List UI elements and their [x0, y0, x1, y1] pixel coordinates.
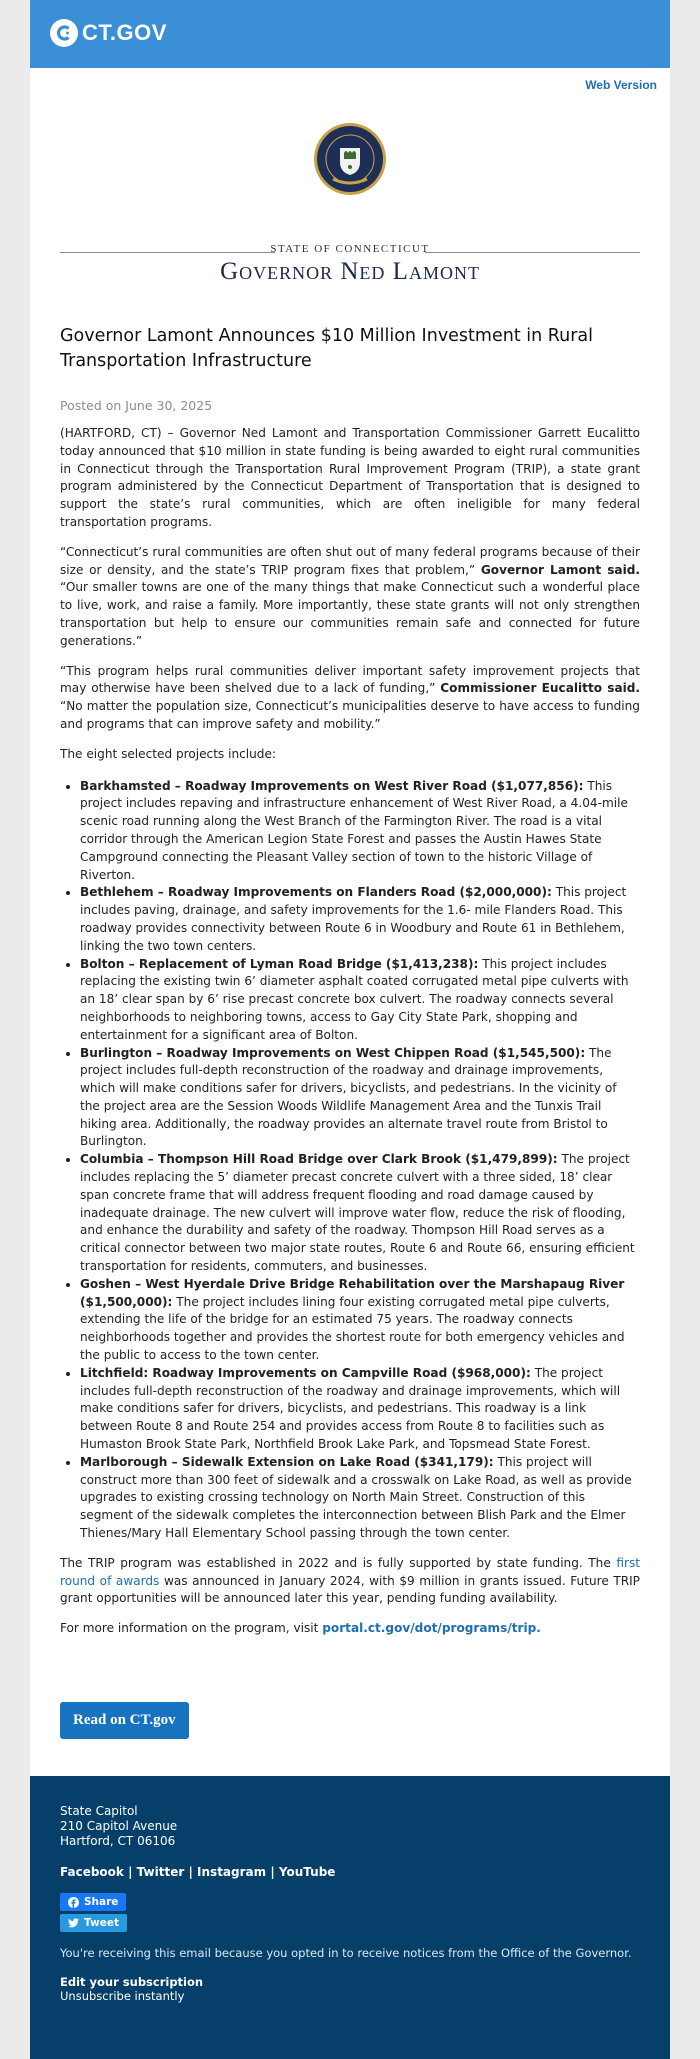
- separator: |: [270, 1865, 275, 1879]
- article-title: Governor Lamont Announces $10 Million Investment in Rural Transportation Infrastructure: [60, 326, 594, 371]
- state-seal-icon: [313, 122, 387, 196]
- project-title: Goshen – West Hyerdale Drive Bridge Rehabilitation over the Marshapaug River ($1,500,000):: [80, 1276, 625, 1309]
- projects-list: [60, 778, 640, 1543]
- project-desc: The project includes full-depth reconstruction of the roadway and drainage improvements, which will make conditions safer for drivers, bicyclists, and pedestrians. This roadway is a link between Route 8 and Route 254 and provides access from Route 8 to facilities such as Humaston Brook State Park, Northfield Brook Lake Park, and Topsmead State Forest.: [80, 1365, 621, 1452]
- ct-logo-icon: [50, 19, 78, 47]
- web-version-row: [30, 68, 670, 110]
- project-desc: The project includes replacing the 5’ diameter precast concrete culvert with a three sided, 18’ clear span concrete frame that will address frequent flooding and road damage caused by inadequate drainage. The new culvert will improve water flow, reduce the risk of flooding, and enhance the durability and safety of the roadway. Thompson Hill Road serves as a critical connector between two major state routes, Route 6 and Route 66, ensuring efficient transportation for residents, commuters, and businesses.: [80, 1152, 635, 1274]
- paragraph-intro: (HARTFORD, CT) – Governor Ned Lamont and Transportation Commissioner Garrett Eucalitto today announced that $10 million in state funding is being awarded to eight rural communities in Connecticut through the Transportation Rural Improvement Program (TRIP), a state grant program administered by the Connecticut Department of Transportation that is designed to support the state’s rural communities, which are often ineligible for many federal transportation programs.: [60, 426, 640, 529]
- twitter-icon: [68, 1918, 79, 1928]
- paragraph-trip: [60, 1555, 640, 1608]
- quote-attribution: Governor Lamont said.: [480, 562, 640, 577]
- first-round-awards-link[interactable]: first round of awards: [60, 1555, 640, 1588]
- article-body: [30, 324, 670, 1638]
- facebook-share-button[interactable]: [60, 1893, 126, 1911]
- quote-text: “Our smaller towns are one of the many things that make Connecticut such a wonderful place to live, work, and raise a family. More importantly, these state grants will not only strengthen transportation but help to ensure our communities remain safe and connected for future generations.”: [60, 580, 640, 648]
- project-title: Litchfield: Roadway Improvements on Campville Road ($968,000):: [80, 1365, 531, 1380]
- paragraph-governor-quote: [60, 544, 640, 651]
- text-span: was announced in January 2024, with $9 million in grants issued. Future TRIP grant opportunities will be announced later this year, pending funding availability.: [60, 1573, 640, 1606]
- tweet-label: Tweet: [84, 1916, 119, 1929]
- list-item: [80, 884, 640, 955]
- list-item: [80, 1151, 640, 1276]
- social-links: [60, 1865, 640, 1879]
- list-item: [80, 1276, 640, 1365]
- list-item: [80, 956, 640, 1045]
- project-title: Bethlehem – Roadway Improvements on Flanders Road ($2,000,000):: [80, 885, 552, 900]
- address-line: State Capitol: [60, 1804, 138, 1818]
- subscription-notice: You're receiving this email because you opted in to receive notices from the Office of the Governor.: [60, 1945, 632, 1960]
- email-container: [30, 0, 670, 2059]
- governor-name: Governor Ned Lamont: [220, 258, 480, 285]
- address-line: 210 Capitol Avenue: [60, 1819, 178, 1833]
- top-banner: [30, 0, 670, 68]
- ctgov-logo[interactable]: [50, 19, 167, 47]
- edit-subscription-link[interactable]: Edit your subscription: [60, 1974, 204, 1989]
- address-line: Hartford, CT 06106: [60, 1834, 176, 1848]
- address: [60, 1804, 640, 1849]
- state-label: STATE OF CONNECTICUT: [270, 243, 430, 255]
- read-on-ctgov-button[interactable]: Read on CT.gov: [60, 1702, 189, 1739]
- list-item: [80, 1454, 640, 1543]
- tweet-button[interactable]: [60, 1914, 127, 1932]
- project-desc: This project includes replacing the existing twin 6’ diameter asphalt coated corrugated metal pipe culverts with an 18’ clear span by 6’ rise precast concrete box culvert. The roadway connects several neighborhoods to neighboring towns, access to Gay City State Park, shopping and entertainment for a significant area of Bolton.: [80, 956, 629, 1042]
- share-label: Share: [84, 1896, 119, 1908]
- logo-text: CT.GOV: [82, 20, 167, 45]
- masthead: [30, 110, 670, 310]
- cta-row: [30, 1638, 670, 1748]
- project-desc: This project includes paving, drainage, and safety improvements for the 1.6- mile Flanders Road. This roadway provides connectivity between Route 6 in Woodbury and Route 61 in Bethlehem, linking the two town centers.: [80, 885, 627, 953]
- quote-text: “Connecticut’s rural communities are often shut out of many federal programs because of their size or density, and the state’s TRIP program fixes that problem,”: [60, 544, 640, 577]
- facebook-icon: [68, 1897, 79, 1908]
- project-title: Barkhamsted – Roadway Improvements on West River Road ($1,077,856):: [80, 778, 584, 793]
- quote-text: “This program helps rural communities deliver important safety improvement projects that may otherwise have been shelved due to a lack of funding,”: [60, 663, 640, 696]
- twitter-link[interactable]: Twitter: [136, 1865, 185, 1879]
- separator: |: [188, 1865, 193, 1879]
- text-span: The TRIP program was established in 2022 and is fully supported by state funding. The: [60, 1555, 611, 1570]
- list-item: [80, 778, 640, 885]
- list-item: [80, 1365, 640, 1454]
- project-title: Burlington – Roadway Improvements on West Chippen Road ($1,545,500):: [80, 1045, 586, 1060]
- instagram-link[interactable]: Instagram: [197, 1865, 267, 1879]
- project-title: Bolton – Replacement of Lyman Road Bridge ($1,413,238):: [80, 956, 479, 971]
- posted-date: Posted on June 30, 2025: [60, 398, 213, 413]
- project-desc: The project includes lining four existing corrugated metal pipe culverts, extending the life of the bridge for an estimated 75 years. The roadway connects neighborhoods together and provides the shortest route for both emergency vehicles and the public to access to the town center.: [80, 1294, 625, 1363]
- projects-intro: The eight selected projects include:: [60, 746, 276, 761]
- unsubscribe-link[interactable]: Unsubscribe instantly: [60, 1988, 185, 2003]
- footer: [30, 1776, 670, 2059]
- paragraph-commissioner-quote: [60, 663, 640, 734]
- list-item: [80, 1045, 640, 1152]
- trip-program-link[interactable]: portal.ct.gov/dot/programs/trip.: [322, 1621, 541, 1636]
- facebook-link[interactable]: Facebook: [60, 1865, 124, 1879]
- quote-attribution: Commissioner Eucalitto said.: [440, 681, 640, 696]
- separator: |: [128, 1865, 133, 1879]
- youtube-link[interactable]: YouTube: [278, 1865, 336, 1879]
- project-title: Columbia – Thompson Hill Road Bridge over Clark Brook ($1,479,899):: [80, 1152, 558, 1167]
- project-desc: This project will construct more than 300 feet of sidewalk and a crosswalk on Lake Road, as well as provide upgrades to existing crossing technology on North Main Street. Construction of this segment of the sidewalk completes the interconnection between Blish Park and the Elmer Thienes/Mary Hall Elementary School passing through the town center.: [80, 1454, 632, 1541]
- quote-text: “No matter the population size, Connecticut’s municipalities deserve to have access to funding and programs that can improve safety and mobility.”: [60, 699, 640, 731]
- text-span: For more information on the program, visit: [60, 1621, 319, 1636]
- paragraph-more-info: [60, 1620, 640, 1638]
- project-desc: The project includes full-depth reconstruction of the roadway and drainage improvements, which will make conditions safer for drivers, bicyclists, and pedestrians. In the vicinity of the project area are the Session Woods Wildlife Management Area and the Tunxis Trail hiking area. Additionally, the roadway provides an alternate travel route from Bristol to Burlington.: [80, 1045, 617, 1149]
- project-title: Marlborough – Sidewalk Extension on Lake Road ($341,179):: [80, 1454, 494, 1469]
- web-version-link[interactable]: Web Version: [585, 78, 657, 92]
- project-desc: This project includes repaving and infrastructure enhancement of West River Road, a 4.04-mile scenic road running along the West Branch of the Farmington River. The road is a vital corridor through the American Legion State Forest and passes the Austin Hawes State Campground connecting the Pleasant Valley section of town to the historic Village of Riverton.: [80, 778, 628, 882]
